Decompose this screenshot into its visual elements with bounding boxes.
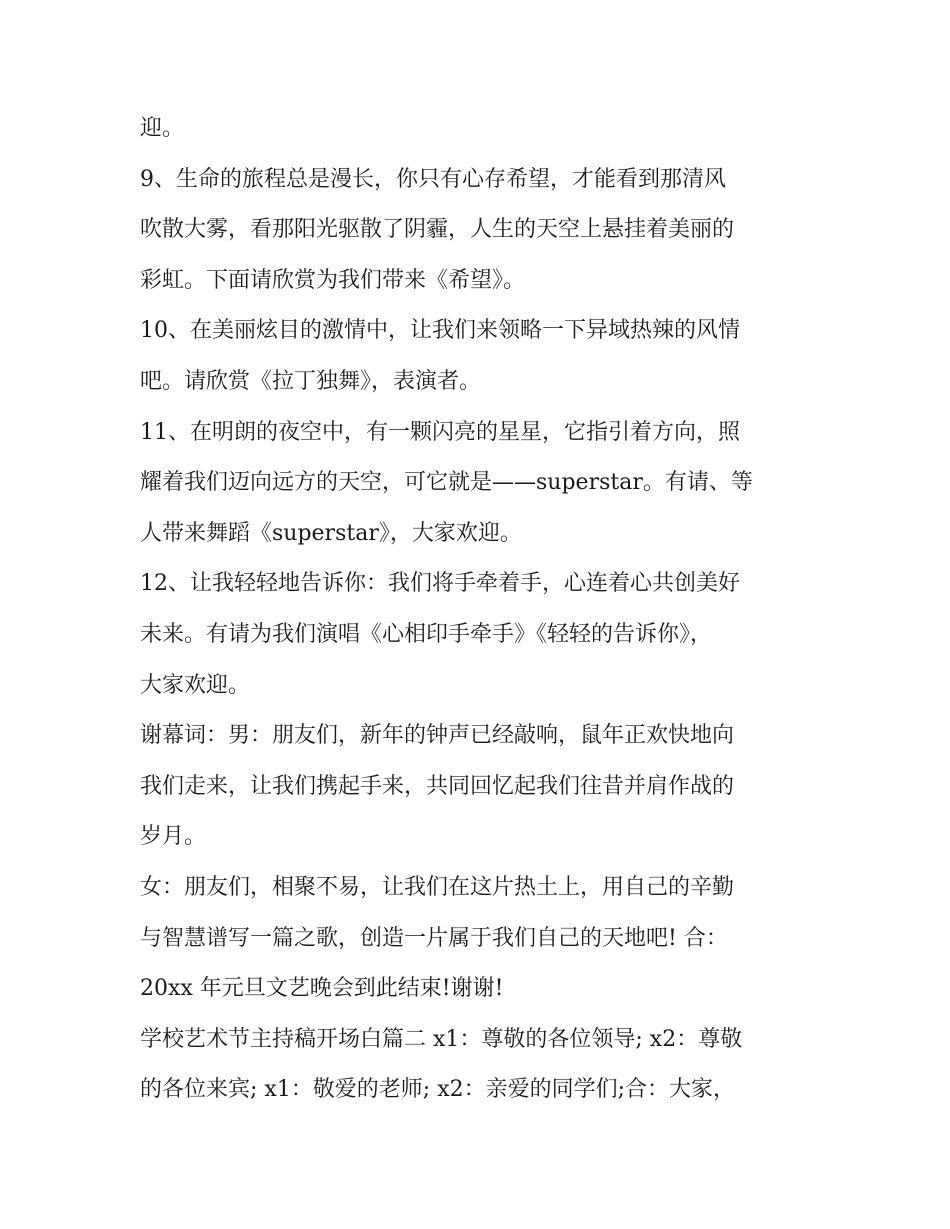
text-line: 20xx 年元旦文艺晚会到此结束!谢谢! bbox=[140, 976, 504, 1002]
document-body bbox=[140, 104, 820, 1116]
text-line: 女：朋友们，相聚不易，让我们在这片热土上，用自己的辛勤 bbox=[140, 874, 735, 900]
text-line: 耀着我们迈向远方的天空，可它就是——superstar。有请、等 bbox=[140, 470, 753, 496]
text-line: 吹散大雾，看那阳光驱散了阴霾，人生的天空上悬挂着美丽的 bbox=[140, 217, 735, 243]
text-line: 谢幕词：男：朋友们，新年的钟声已经敲响，鼠年正欢快地向 bbox=[140, 723, 735, 749]
text-line: 大家欢迎。 bbox=[140, 672, 251, 698]
text-line: 未来。有请为我们演唱《心相印手牵手》《轻轻的告诉你》， bbox=[140, 621, 713, 647]
text-line: 12、让我轻轻地告诉你：我们将手牵着手，心连着心共创美好 bbox=[140, 571, 740, 597]
text-line: 9、生命的旅程总是漫长，你只有心存希望，才能看到那清风 bbox=[140, 166, 726, 192]
text-line: 人带来舞蹈《superstar》，大家欢迎。 bbox=[140, 520, 522, 546]
text-line: 与智慧谱写一篇之歌，创造一片属于我们自己的天地吧! 合： bbox=[140, 925, 728, 951]
text-line: 10、在美丽炫目的激情中，让我们来领略一下异域热辣的风情 bbox=[140, 318, 740, 344]
text-line: 的各位来宾; x1：敬爱的老师; x2：亲爱的同学们;合：大家， bbox=[140, 1077, 736, 1103]
text-line: 岁月。 bbox=[140, 824, 207, 850]
text-line: 我们走来，让我们携起手来，共同回忆起我们往昔并肩作战的 bbox=[140, 773, 735, 799]
text-line: 11、在明朗的夜空中，有一颗闪亮的星星，它指引着方向，照 bbox=[140, 419, 740, 445]
text-line: 吧。请欣赏《拉丁独舞》，表演者。 bbox=[140, 368, 482, 394]
text-line: 学校艺术节主持稿开场白篇二 x1：尊敬的各位领导; x2：尊敬 bbox=[140, 1026, 743, 1052]
text-line: 迎。 bbox=[140, 116, 185, 141]
text-line: 彩虹。下面请欣赏为我们带来《希望》。 bbox=[140, 267, 526, 293]
